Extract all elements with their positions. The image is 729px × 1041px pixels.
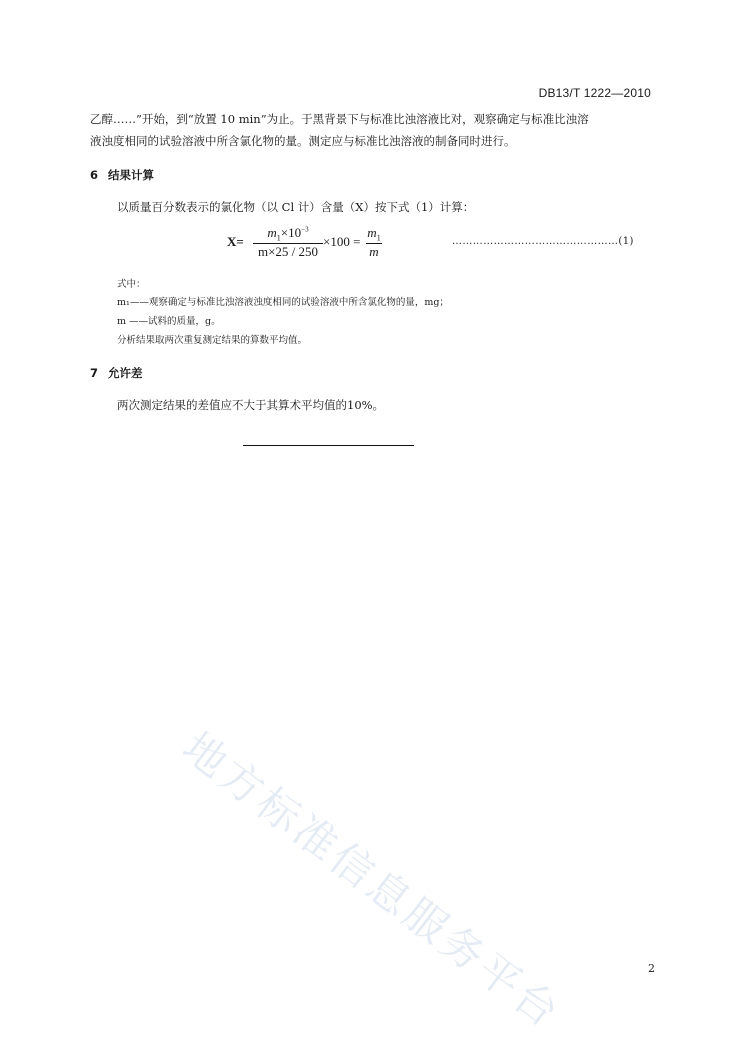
formula-numerator-2: $m_1$ (367, 225, 381, 243)
formula-denominator-2: m (366, 243, 382, 260)
watermark: 地方标准信息服务平台 (173, 722, 571, 1039)
end-rule (243, 445, 414, 446)
section-7-heading (90, 365, 143, 381)
page-number: 2 (648, 962, 655, 975)
section-6-heading (90, 167, 154, 183)
intro-line-1: 乙醇……”开始，到“放置 10 min”为止。于黑背景下与标准比浊溶液比对，观察确定与标准比浊溶 (90, 112, 589, 126)
section-7-body: 两次测定结果的差值应不大于其算术平均值的10%。 (117, 398, 385, 412)
formula-fraction-2 (366, 225, 382, 260)
formula-multiplier: ×100 = (323, 234, 361, 249)
variable-m-definition: m ——试料的质量，g。 (117, 316, 221, 327)
where-label: 式中： (117, 279, 146, 290)
equation-number: …………………………………………(1) (452, 236, 634, 247)
section-6-number: 6 (90, 168, 99, 182)
section-6-body: 以质量百分数表示的氯化物（以 Cl 计）含量（X）按下式（1）计算： (117, 200, 475, 214)
section-7-title: 允许差 (108, 366, 143, 380)
result-note: 分析结果取两次重复测定结果的算数平均值。 (117, 335, 308, 346)
variable-m1-definition: m₁——观察确定与标准比浊溶液浊度相同的试验溶液中所含氯化物的量，mg； (117, 297, 449, 308)
standard-code: DB13/T 1222—2010 (538, 86, 651, 100)
formula-fraction-1 (253, 225, 323, 260)
section-7-number: 7 (90, 366, 99, 380)
formula-lhs: X= (227, 234, 244, 249)
intro-paragraph (90, 108, 662, 152)
formula-numerator-1: $m_1\times 10^{-3}$ (267, 225, 309, 243)
section-6-title: 结果计算 (108, 168, 154, 182)
formula-denominator-1: m×25 / 250 (253, 243, 323, 260)
intro-line-2: 液浊度相同的试验溶液中所含氯化物的量。测定应与标准比浊溶液的制备同时进行。 (90, 134, 516, 148)
